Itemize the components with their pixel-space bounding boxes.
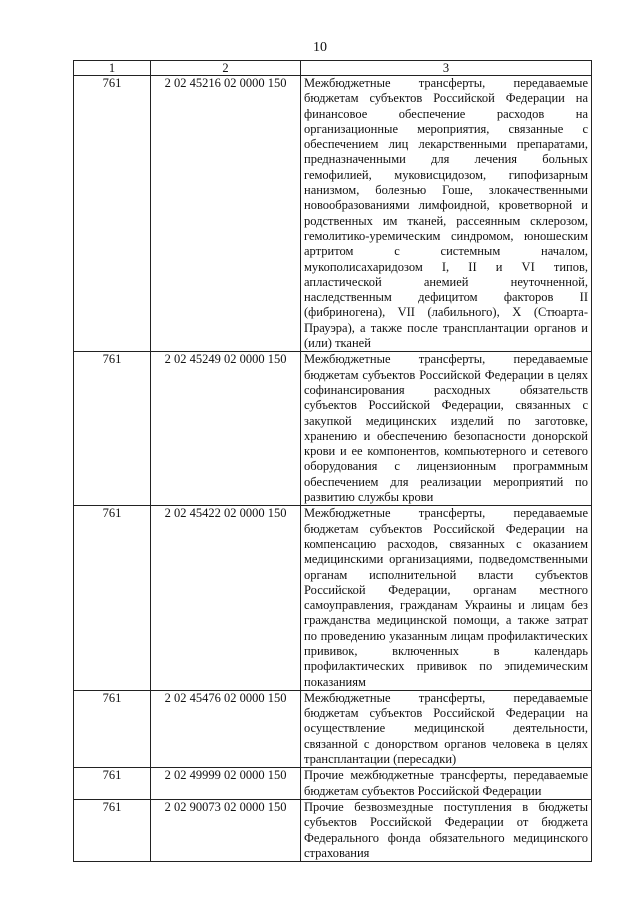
revenue-name-cell: Межбюджетные трансферты, передаваемые бюджетам субъектов Российской Федерации на компенсацию расходов, связанных с оказанием медицинскими организациями, подведомственными органам исполнительной власти субъектов Российской Федерации, органам местного самоуправления, гражданам Украины и лицам без гражданства медицинской помощи, а также затрат по проведению указанным лицам профилактических прививок, включенных в календарь профилактических прививок по эпидемическим показаниям <box>301 506 592 691</box>
admin-code-cell: 761 <box>74 799 151 861</box>
table-row <box>74 799 592 861</box>
column-header-1: 1 <box>74 61 151 76</box>
revenue-name-cell: Межбюджетные трансферты, передаваемые бюджетам субъектов Российской Федерации на финансовое обеспечение расходов на организационные мероприятия, связанные с обеспечением лиц лекарственными препаратами, предназначенными для лечения больных гемофилией, муковисцидозом, гипофизарным нанизмом, болезнью Гоше, злокачественными новообразованиями лимфоидной, кроветворной и родственных им тканей, рассеянным склерозом, гемолитико-уремическим синдромом, юношеским артритом с системным началом, мукополисахаридозом I, II и VI типов, апластической анемией неуточненной, наследственным дефицитом факторов II (фибриногена), VII (лабильного), X (Стюарта-Прауэра), а также после трансплантации органов и (или) тканей <box>301 76 592 352</box>
admin-code-cell: 761 <box>74 76 151 352</box>
page-number: 10 <box>313 40 327 55</box>
revenue-name-cell: Прочие межбюджетные трансферты, передаваемые бюджетам субъектов Российской Федерации <box>301 768 592 800</box>
table-row <box>74 690 592 767</box>
table-header-row <box>74 61 592 76</box>
column-header-3: 3 <box>301 61 592 76</box>
budget-code-cell: 2 02 45422 02 0000 150 <box>151 506 301 691</box>
admin-code-cell: 761 <box>74 690 151 767</box>
budget-code-cell: 2 02 45216 02 0000 150 <box>151 76 301 352</box>
revenue-codes-table <box>73 60 592 862</box>
revenue-name-cell: Прочие безвозмездные поступления в бюджеты субъектов Российской Федерации от бюджета Федерального фонда обязательного медицинского страхования <box>301 799 592 861</box>
budget-code-cell: 2 02 45476 02 0000 150 <box>151 690 301 767</box>
budget-code-cell: 2 02 45249 02 0000 150 <box>151 352 301 506</box>
revenue-name-cell: Межбюджетные трансферты, передаваемые бюджетам субъектов Российской Федерации в целях софинансирования расходных обязательств субъектов Российской Федерации, связанных с закупкой медицинских изделий по заготовке, хранению и обеспечению безопасности донорской крови и ее компонентов, компьютерного и сетевого оборудования с лицензионным программным обеспечением для реализации мероприятий по развитию службы крови <box>301 352 592 506</box>
admin-code-cell: 761 <box>74 352 151 506</box>
budget-code-cell: 2 02 49999 02 0000 150 <box>151 768 301 800</box>
table-row <box>74 506 592 691</box>
admin-code-cell: 761 <box>74 506 151 691</box>
table-row <box>74 352 592 506</box>
table-row <box>74 76 592 352</box>
column-header-2: 2 <box>151 61 301 76</box>
table-row <box>74 768 592 800</box>
admin-code-cell: 761 <box>74 768 151 800</box>
budget-code-cell: 2 02 90073 02 0000 150 <box>151 799 301 861</box>
revenue-name-cell: Межбюджетные трансферты, передаваемые бюджетам субъектов Российской Федерации на осуществление медицинской деятельности, связанной с донорством органов человека в целях трансплантации (пересадки) <box>301 690 592 767</box>
